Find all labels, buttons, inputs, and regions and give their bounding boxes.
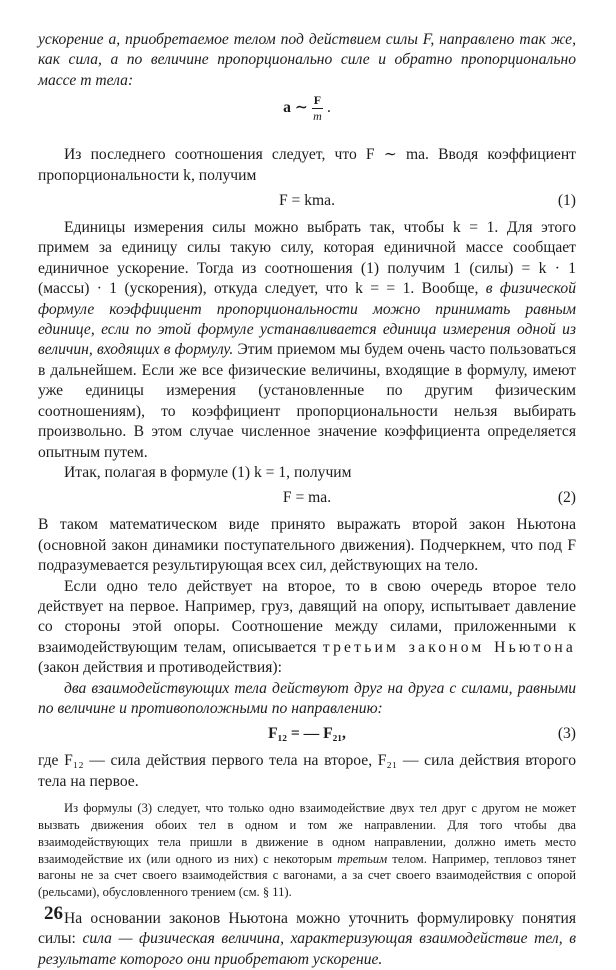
paragraph-where: где F₁₂ — сила действия первого тела на второе, F₂₁ — сила действия второго тела на первое. <box>38 752 576 790</box>
formula-1 <box>38 190 576 212</box>
paragraph-third-law <box>38 577 576 679</box>
formula-3-number: (3) <box>557 725 576 743</box>
note-text-2: телом. Например, тепловоз тянет вагоны не за счет своего взаимодействия с вагонами, а за счет своего взаимодействия с опорой (рельсами), обусловленного трением (см. § 11). <box>38 851 576 900</box>
formula-tail: . <box>327 99 331 117</box>
formula-2 <box>38 487 576 509</box>
note-italic-word: третьим <box>337 851 388 866</box>
law-statement-text: два взаимодействующих тела действуют друг на друга с силами, равными по величине и противоположными по направлению: <box>38 679 576 717</box>
paragraph-coefficient: Из последнего соотношения следует, что F ∼ ma. Вводя коэффициент пропорциональности k, получим <box>38 146 576 184</box>
note-text-1: Из формулы (3) следует, что только одно взаимодействие двух тел друг с другом не может вызвать движения обоих тел в одном и том же направлении. Для того чтобы два взаимодействующих тела пришли в движение в одном направлении, должно иметь место взаимодействие их (или одного из них) с некоторым <box>38 801 576 866</box>
third-law-text-1: Если одно тело действует на второе, то в свою очередь второе тело действует на первое. Например, груз, давящий на опору, испытывает давление со стороны этой опоры. Соотношение между силами, приложенными к взаимодействующим телам, описывается <box>38 577 576 656</box>
fraction-denominator: m <box>313 109 322 124</box>
formula-proportionality <box>38 93 576 135</box>
page-number: 26 <box>44 903 63 924</box>
definition-text: На основании законов Ньютона можно уточнить формулировку понятия силы: <box>38 909 576 948</box>
paragraph-thus: Итак, полагая в формуле (1) k = 1, получим <box>64 463 352 481</box>
units-italic-rule: в физической формуле коэффициент пропорциональности можно принимать равным единице, если по этой формуле устанавливается единица измерения одной из величин, входящих в формулу. <box>38 280 576 359</box>
paragraph-newton-second-law: В таком математическом виде принято выражать второй закон Ньютона (основной закон динамики поступательного движения). Подчеркнем, что под F подразумевается результирующая всех сил, действующих на тело. <box>38 516 576 575</box>
definition-italic: сила — физическая величина, характеризующая взаимодействие тел, в результате которого они приобретают ускорение. <box>38 930 576 968</box>
page-content <box>38 30 576 970</box>
formula-3-expression: F₁₂ = — F₂₁, <box>268 725 346 743</box>
fraction <box>312 93 323 124</box>
paragraph-note <box>38 800 576 901</box>
formula-lhs: a ∼ <box>283 99 308 117</box>
third-law-text-2: (закон действия и противодействия): <box>38 659 282 677</box>
formula-1-expression: F = kma. <box>278 192 335 210</box>
formula-1-number: (1) <box>557 192 576 210</box>
formula-3 <box>38 723 576 745</box>
fraction-numerator: F <box>313 93 322 108</box>
paragraph-intro <box>38 30 576 91</box>
formula-2-expression: F = ma. <box>282 489 332 507</box>
paragraph-force-definition <box>38 909 576 970</box>
third-law-spaced-term: третьим законом Ньютона <box>322 638 577 656</box>
units-text-2: Этим приемом мы будем очень часто пользоваться в дальнейшем. Если же все физические величины, входящие в формулу, имеют уже единицы измерения (установленные по другим физическим соотношениям), то коэффициент пропорциональности нельзя выбирать произвольно. В этом случае численное значение коэффициента определяется опытным путем. <box>38 341 576 461</box>
paragraph-law-statement <box>38 679 576 720</box>
paragraph-units <box>38 218 576 463</box>
intro-text: ускорение a, приобретаемое телом под действием силы F, направлено так же, как сила, а по величине пропорционально силе и обратно пропорционально массе m тела: <box>38 31 576 89</box>
units-text-1: Единицы измерения силы можно выбрать так, чтобы k = 1. Для этого примем за единицу силы такую силу, которая единичной массе сообщает единичное ускорение. Тогда из соотношения (1) получим 1 (силы) = k · 1 (массы) · 1 (ускорения), откуда следует, что k = = 1. Вообще, <box>38 219 576 298</box>
formula-2-number: (2) <box>557 489 576 507</box>
